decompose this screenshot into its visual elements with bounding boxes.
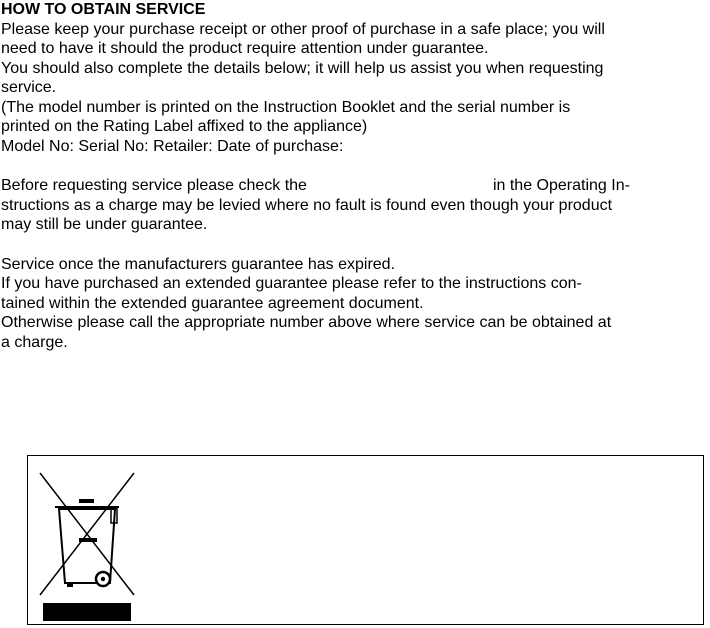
- paragraph-spacer: [1, 156, 706, 176]
- paragraph-line: [1, 176, 706, 196]
- check-text-before: Before requesting service please check the: [1, 177, 307, 194]
- crossed-out-wheelie-bin-icon: [39, 472, 135, 625]
- paragraph-line: Service once the manufacturers guarantee has expired.: [1, 255, 396, 273]
- paragraph-line: (The model number is printed on the Instruction Booklet and the serial number is: [1, 98, 571, 116]
- paragraph-line: a charge.: [1, 333, 68, 351]
- paragraph-line: need to have it should the product require attention under guarantee.: [1, 40, 489, 57]
- weee-notice-box: [27, 455, 704, 625]
- paragraph-line: tained within the extended guarantee agreement document.: [1, 294, 424, 312]
- paragraph-line: If you have purchased an extended guarantee please refer to the instructions con-: [1, 275, 582, 292]
- paragraph-line: You should also complete the details below; it will help us assist you when requesting: [1, 59, 604, 77]
- check-text-after: in the Operating In-: [492, 177, 630, 194]
- paragraph-line: may still be under guarantee.: [1, 216, 208, 233]
- paragraph-line: printed on the Rating Label affixed to the appliance): [1, 118, 368, 135]
- model-serial-line: Model No: Serial No: Retailer: Date of purchase:: [1, 137, 344, 155]
- paragraph-line: service.: [1, 79, 57, 96]
- paragraph-spacer: [1, 235, 706, 255]
- paragraph-line: structions as a charge may be levied where no fault is found even though your product: [1, 196, 613, 214]
- paragraph-line: Please keep your purchase receipt or other proof of purchase in a safe place; you will: [1, 20, 605, 38]
- paragraph-line: Otherwise please call the appropriate number above where service can be obtained at: [1, 314, 612, 331]
- service-section: [1, 0, 706, 352]
- section-heading: HOW TO OBTAIN SERVICE: [1, 1, 206, 18]
